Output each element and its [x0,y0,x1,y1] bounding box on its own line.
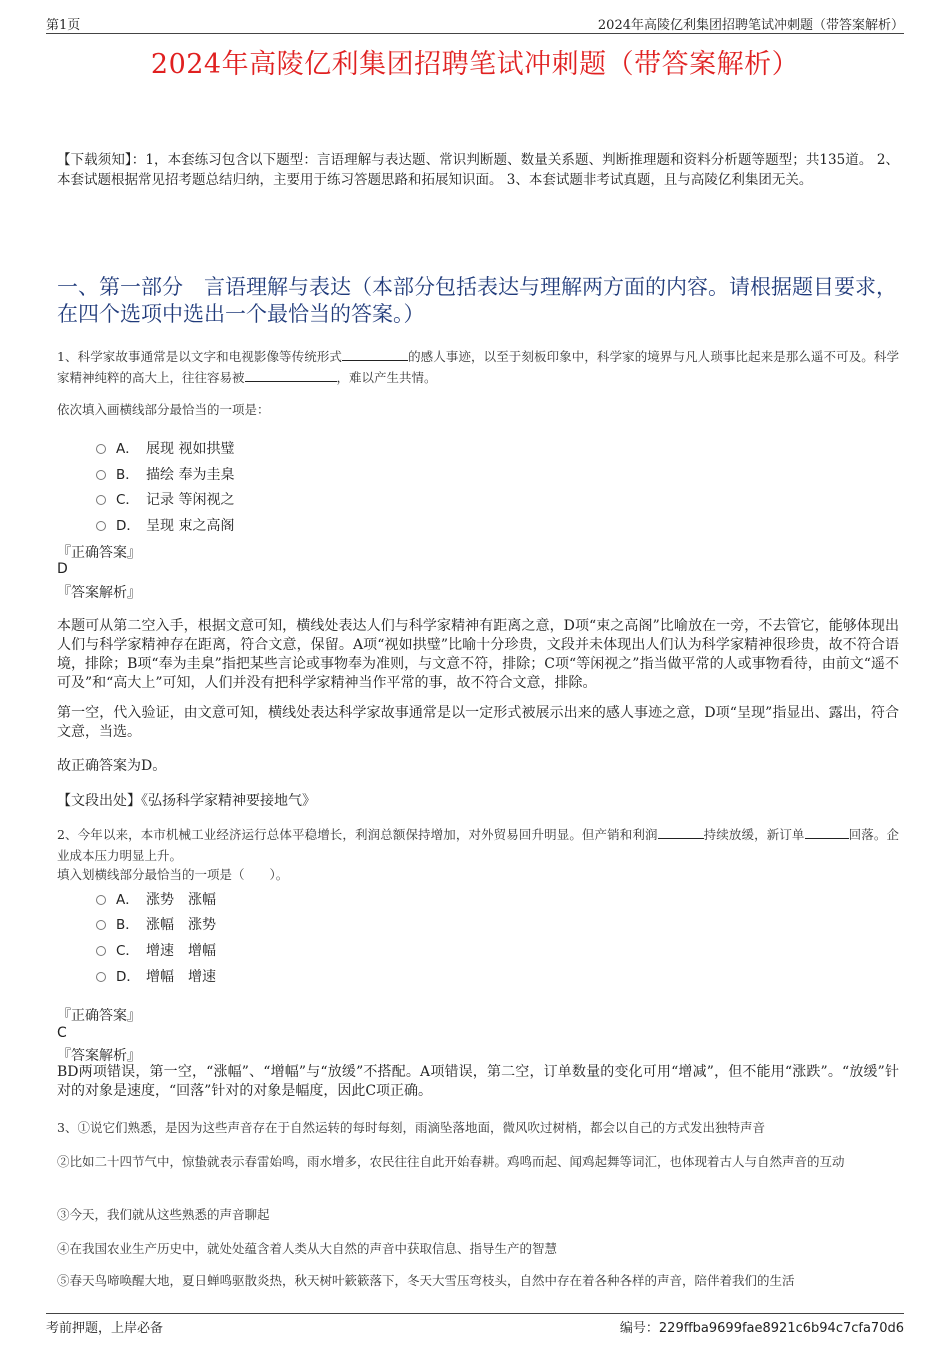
question-1-stem [57,346,899,388]
page-title: 2024年高陵亿利集团招聘笔试冲刺题（带答案解析） [150,49,800,80]
q2-option-a[interactable] [96,888,216,909]
option-letter: B． [116,917,139,933]
option-letter: C． [116,492,139,508]
option-text: 增幅 增速 [146,969,216,985]
q2-option-c[interactable] [96,939,216,960]
option-text: 增速 增幅 [146,943,216,959]
fill-blank [658,826,704,839]
q2-stem-part2: 持续放缓，新订单 [703,827,805,842]
page-number: 第1页 [46,18,81,33]
option-text: 记录 等闲视之 [146,492,235,508]
q1-option-d[interactable] [96,514,234,535]
footer-slogan: 考前押题，上岸必备 [46,1321,164,1336]
q1-analysis-conclusion: 故正确答案为D。 [57,758,167,774]
option-text: 呈现 束之高阁 [146,518,235,534]
q1-answer: D [57,561,68,577]
option-text: 展现 视如拱璧 [146,441,235,457]
q1-analysis-label: 『答案解析』 [57,585,141,601]
footer-doc-code [620,1317,904,1336]
q1-stem-part2: 的感人事迹，以至于刻板印象中，科学家的境界与凡人琐事比起来是那么遥不可及。科学家精神纯粹的高大上，往往容易被 [57,349,899,385]
q1-stem-part1: 1、科学家故事通常是以文字和电视影像等传统形式 [57,349,342,364]
q2-analysis-label: 『答案解析』 [57,1048,141,1064]
q1-source: 【文段出处】《弘扬科学家精神要接地气》 [57,793,316,809]
q1-analysis-paragraph: 本题可从第二空入手，根据文意可知，横线处表达人们与科学家精神有距离之意，D项“束之高阁”比喻放在一旁，不去管它，能够体现出人们与科学家精神存在距离，符合文意，保留。A项“视如拱璧”比喻十分珍贵，文段并未体现出人们认为科学家精神很珍贵，故不符合语境，排除；B项“奉为圭臬”指把某些言论或事物奉为准则，与文意不符，排除；C项“等闲视之”指当做平常的人或事物看待，由前文“遥不可及”和“高大上”可知，人们并没有把科学家精神当作平常的事，故不符合文意，排除。 [57,618,899,691]
option-letter: D． [116,969,140,985]
option-letter: B． [116,467,139,483]
q2-answer-label: 『正确答案』 [57,1008,141,1024]
q3-sentence-2: ②比如二十四节气中，惊蛰就表示春雷始鸣，雨水增多，农民往往自此开始春耕。鸡鸣而起、闻鸡起舞等词汇，也体现着古人与自然声音的互动 [57,1154,845,1169]
doc-code-label: 编号： [619,1321,659,1336]
option-text: 涨幅 涨势 [146,917,216,933]
radio-button[interactable] [96,495,106,505]
radio-button[interactable] [96,946,106,956]
option-letter: A． [116,892,139,908]
fill-blank [245,369,337,382]
question-2-prompt: 填入划横线部分最恰当的一项是（ ）。 [57,867,289,882]
q1-option-b[interactable] [96,463,234,484]
radio-button[interactable] [96,444,106,454]
radio-button[interactable] [96,972,106,982]
footer-divider [46,1313,904,1314]
q1-answer-label: 『正确答案』 [57,545,141,561]
q2-stem-part3: 回落。企业成本压力明显上升。 [57,827,899,863]
q3-sentence-5: ⑤春天鸟啼唤醒大地，夏日蝉鸣驱散炎热，秋天树叶簌簌落下，冬天大雪压弯枝头，自然中存在着各种各样的声音，陪伴着我们的生活 [57,1273,795,1288]
option-letter: A． [116,441,139,457]
q3-sentence-1: 3、①说它们熟悉，是因为这些声音存在于自然运转的每时每刻，雨滴坠落地面，微风吹过树梢，都会以自己的方式发出独特声音 [57,1120,765,1135]
option-letter: D． [116,518,140,534]
option-text: 涨势 涨幅 [146,892,216,908]
q2-answer: C [57,1025,67,1041]
question-1-prompt: 依次填入画横线部分最恰当的一项是： [57,402,270,417]
q1-analysis-paragraph: 第一空，代入验证，由文意可知，横线处表达科学家故事通常是以一定形式被展示出来的感人事迹之意，D项“呈现”指显出、露出，符合文意，当选。 [57,705,899,740]
radio-button[interactable] [96,920,106,930]
radio-button[interactable] [96,521,106,531]
radio-button[interactable] [96,895,106,905]
header-divider [46,33,904,34]
q2-option-d[interactable] [96,965,216,986]
q1-stem-part3: ，难以产生共情。 [336,370,437,385]
doc-code: 229ffba9699fae8921c6b94c7cfa70d6 [658,1321,904,1336]
q1-option-c[interactable] [96,488,234,509]
option-letter: C． [116,943,139,959]
q3-sentence-4: ④在我国农业生产历史中，就处处蕴含着人类从大自然的声音中获取信息、指导生产的智慧 [57,1241,558,1256]
q1-option-a[interactable] [96,437,234,458]
q3-sentence-3: ③今天，我们就从这些熟悉的声音聊起 [57,1207,270,1222]
option-text: 描绘 奉为圭臬 [146,467,235,483]
header-doc-title: 2024年高陵亿利集团招聘笔试冲刺题（带答案解析） [597,18,904,33]
download-notice: 【下载须知】：1，本套练习包含以下题型：言语理解与表达题、常识判断题、数量关系题、判断推理题和资料分析题等题型；共135道。 2、本套试题根据常见招考题总结归纳，主要用于练习答题思路和拓展知识面。 3、本套试题非考试真题，且与高陵亿利集团无关。 [57,152,899,188]
fill-blank [342,348,408,361]
radio-button[interactable] [96,470,106,480]
q2-option-b[interactable] [96,913,216,934]
q2-analysis-paragraph: BD两项错误，第一空，“涨幅”、“增幅”与“放缓”不搭配。A项错误，第二空，订单数量的变化可用“增减”，但不能用“涨跌”。“放缓”针对的对象是速度，“回落”针对的对象是幅度，因此C项正确。 [57,1064,899,1099]
q2-stem-part1: 2、今年以来，本市机械工业经济运行总体平稳增长，利润总额保持增加，对外贸易回升明显。但产销和利润 [57,827,658,842]
section-heading: 一、第一部分 言语理解与表达（本部分包括表达与理解两方面的内容。请根据题目要求，在四个选项中选出一个最恰当的答案。） [57,275,897,326]
fill-blank [805,826,849,839]
question-2-stem [57,824,899,866]
